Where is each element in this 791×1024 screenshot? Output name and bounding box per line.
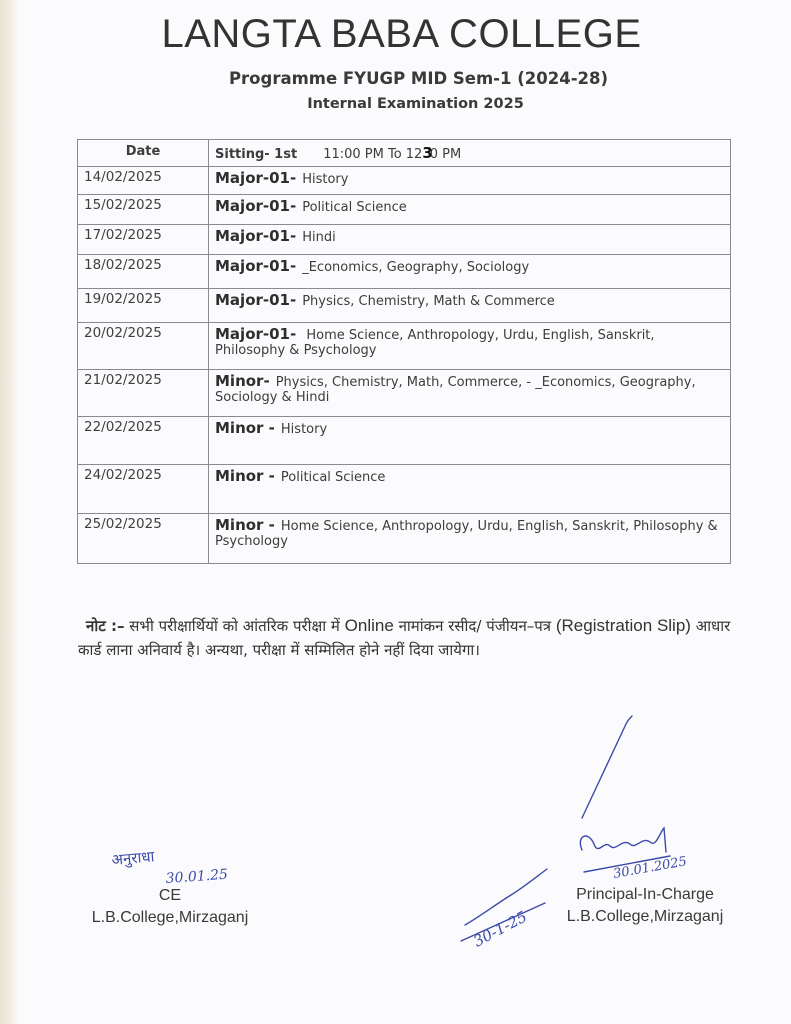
- paper-category: Minor -: [215, 516, 275, 534]
- ce-signature: [108, 845, 258, 890]
- paper-subjects: History: [302, 172, 349, 187]
- paper-subjects: Physics, Chemistry, Math & Commerce: [302, 294, 555, 309]
- college-name: LANGTA BABA COLLEGE: [161, 12, 642, 56]
- paper-subjects: History: [280, 422, 328, 437]
- time-end: 0 PM: [429, 147, 462, 162]
- paper-category: Major-01-: [215, 197, 297, 215]
- paper-subjects: Political Science: [280, 470, 386, 485]
- row-paper: [209, 323, 731, 370]
- exam-schedule-table: [77, 139, 731, 564]
- row-date: 19/02/2025: [78, 289, 209, 323]
- paper-subjects: Political Science: [302, 200, 407, 215]
- paper-category: Major-01-: [215, 291, 297, 309]
- paper-category: Major-01-: [215, 325, 297, 343]
- table-row: [78, 370, 731, 417]
- principal-signature-date: 30.01.2025: [612, 854, 689, 882]
- paper-subjects: Hindi: [302, 230, 336, 245]
- row-paper: [209, 417, 731, 465]
- row-paper: [209, 195, 731, 225]
- row-paper: [209, 225, 731, 255]
- row-date: 15/02/2025: [78, 195, 209, 225]
- row-date: 17/02/2025: [78, 225, 209, 255]
- paper-subjects: Home Science, Anthropology, Urdu, English, Sanskrit, Philosophy & Psychology: [215, 328, 655, 358]
- middle-signature-date: 30-1-25: [470, 907, 530, 951]
- row-paper: [209, 167, 731, 195]
- table-row: [78, 465, 731, 514]
- paper-category: Major-01-: [215, 257, 297, 275]
- paper-category: Minor -: [215, 419, 275, 437]
- note-label: नोट :–: [86, 617, 125, 635]
- note-online: Online: [344, 616, 394, 635]
- table-row: [78, 323, 731, 370]
- exam-title: Internal Examination 2025: [307, 96, 524, 112]
- scan-edge-shadow: [0, 0, 20, 1024]
- paper-subjects: Physics, Chemistry, Math, Commerce, - _Economics, Geography, Sociology & Hindi: [215, 375, 696, 405]
- ce-signature-date: 30.01.25: [165, 866, 229, 887]
- table-row: [78, 225, 731, 255]
- paper-category: Minor -: [215, 467, 275, 485]
- paper-subjects: Home Science, Anthropology, Urdu, English, Sanskrit, Philosophy & Psychology: [215, 519, 718, 549]
- header-date: Date: [78, 140, 209, 167]
- handwritten-correction: 3: [422, 144, 430, 162]
- note-text-3: आधार कार्ड लाना अनिवार्य है। अन्यथा, परीक्षा में सम्मिलित होने नहीं दिया जायेगा।: [78, 617, 731, 659]
- sitting-time: [323, 144, 462, 162]
- row-date: 14/02/2025: [78, 167, 209, 195]
- principal-signature-stroke: [580, 828, 666, 852]
- note-paragraph: [78, 614, 738, 662]
- programme-title: Programme FYUGP MID Sem-1 (2024-28): [228, 69, 609, 88]
- row-date: 20/02/2025: [78, 323, 209, 370]
- row-date: 18/02/2025: [78, 255, 209, 289]
- note-text-2: नामांकन रसीद/ पंजीयन–पत्र: [393, 617, 556, 635]
- paper-category: Minor-: [215, 372, 270, 390]
- pen-stroke: [580, 712, 640, 822]
- table-row: [78, 289, 731, 323]
- table-row: [78, 417, 731, 465]
- row-paper: [209, 514, 731, 564]
- ce-institution: L.B.College,Mirzaganj: [91, 909, 249, 926]
- row-date: 24/02/2025: [78, 465, 209, 514]
- sitting-label: Sitting- 1st: [215, 147, 298, 162]
- ce-title: CE: [158, 887, 182, 904]
- table-row: [78, 195, 731, 225]
- row-paper: [209, 465, 731, 514]
- table-header-row: [78, 140, 731, 167]
- row-date: 21/02/2025: [78, 370, 209, 417]
- table-row: [78, 255, 731, 289]
- principal-institution: L.B.College,Mirzaganj: [566, 908, 724, 925]
- principal-signature: [574, 822, 714, 886]
- row-paper: [209, 255, 731, 289]
- principal-title: Principal-In-Charge: [576, 886, 714, 903]
- note-text-1: सभी परीक्षार्थियों को आंतरिक परीक्षा में: [124, 617, 345, 635]
- ce-signature-name: अनुराधा: [110, 847, 156, 869]
- table-row: [78, 514, 731, 564]
- note-registration-slip: (Registration Slip): [555, 616, 691, 635]
- paper-subjects: _Economics, Geography, Sociology: [302, 260, 530, 275]
- paper-category: Major-01-: [215, 169, 297, 187]
- row-paper: [209, 370, 731, 417]
- row-date: 22/02/2025: [78, 417, 209, 465]
- ce-block: [90, 885, 250, 929]
- header-sitting: [209, 140, 731, 167]
- paper-category: Major-01-: [215, 227, 297, 245]
- row-date: 25/02/2025: [78, 514, 209, 564]
- time-start: 11:00 PM To 12: [323, 147, 423, 162]
- row-paper: [209, 289, 731, 323]
- principal-block: [545, 884, 745, 928]
- table-row: [78, 167, 731, 195]
